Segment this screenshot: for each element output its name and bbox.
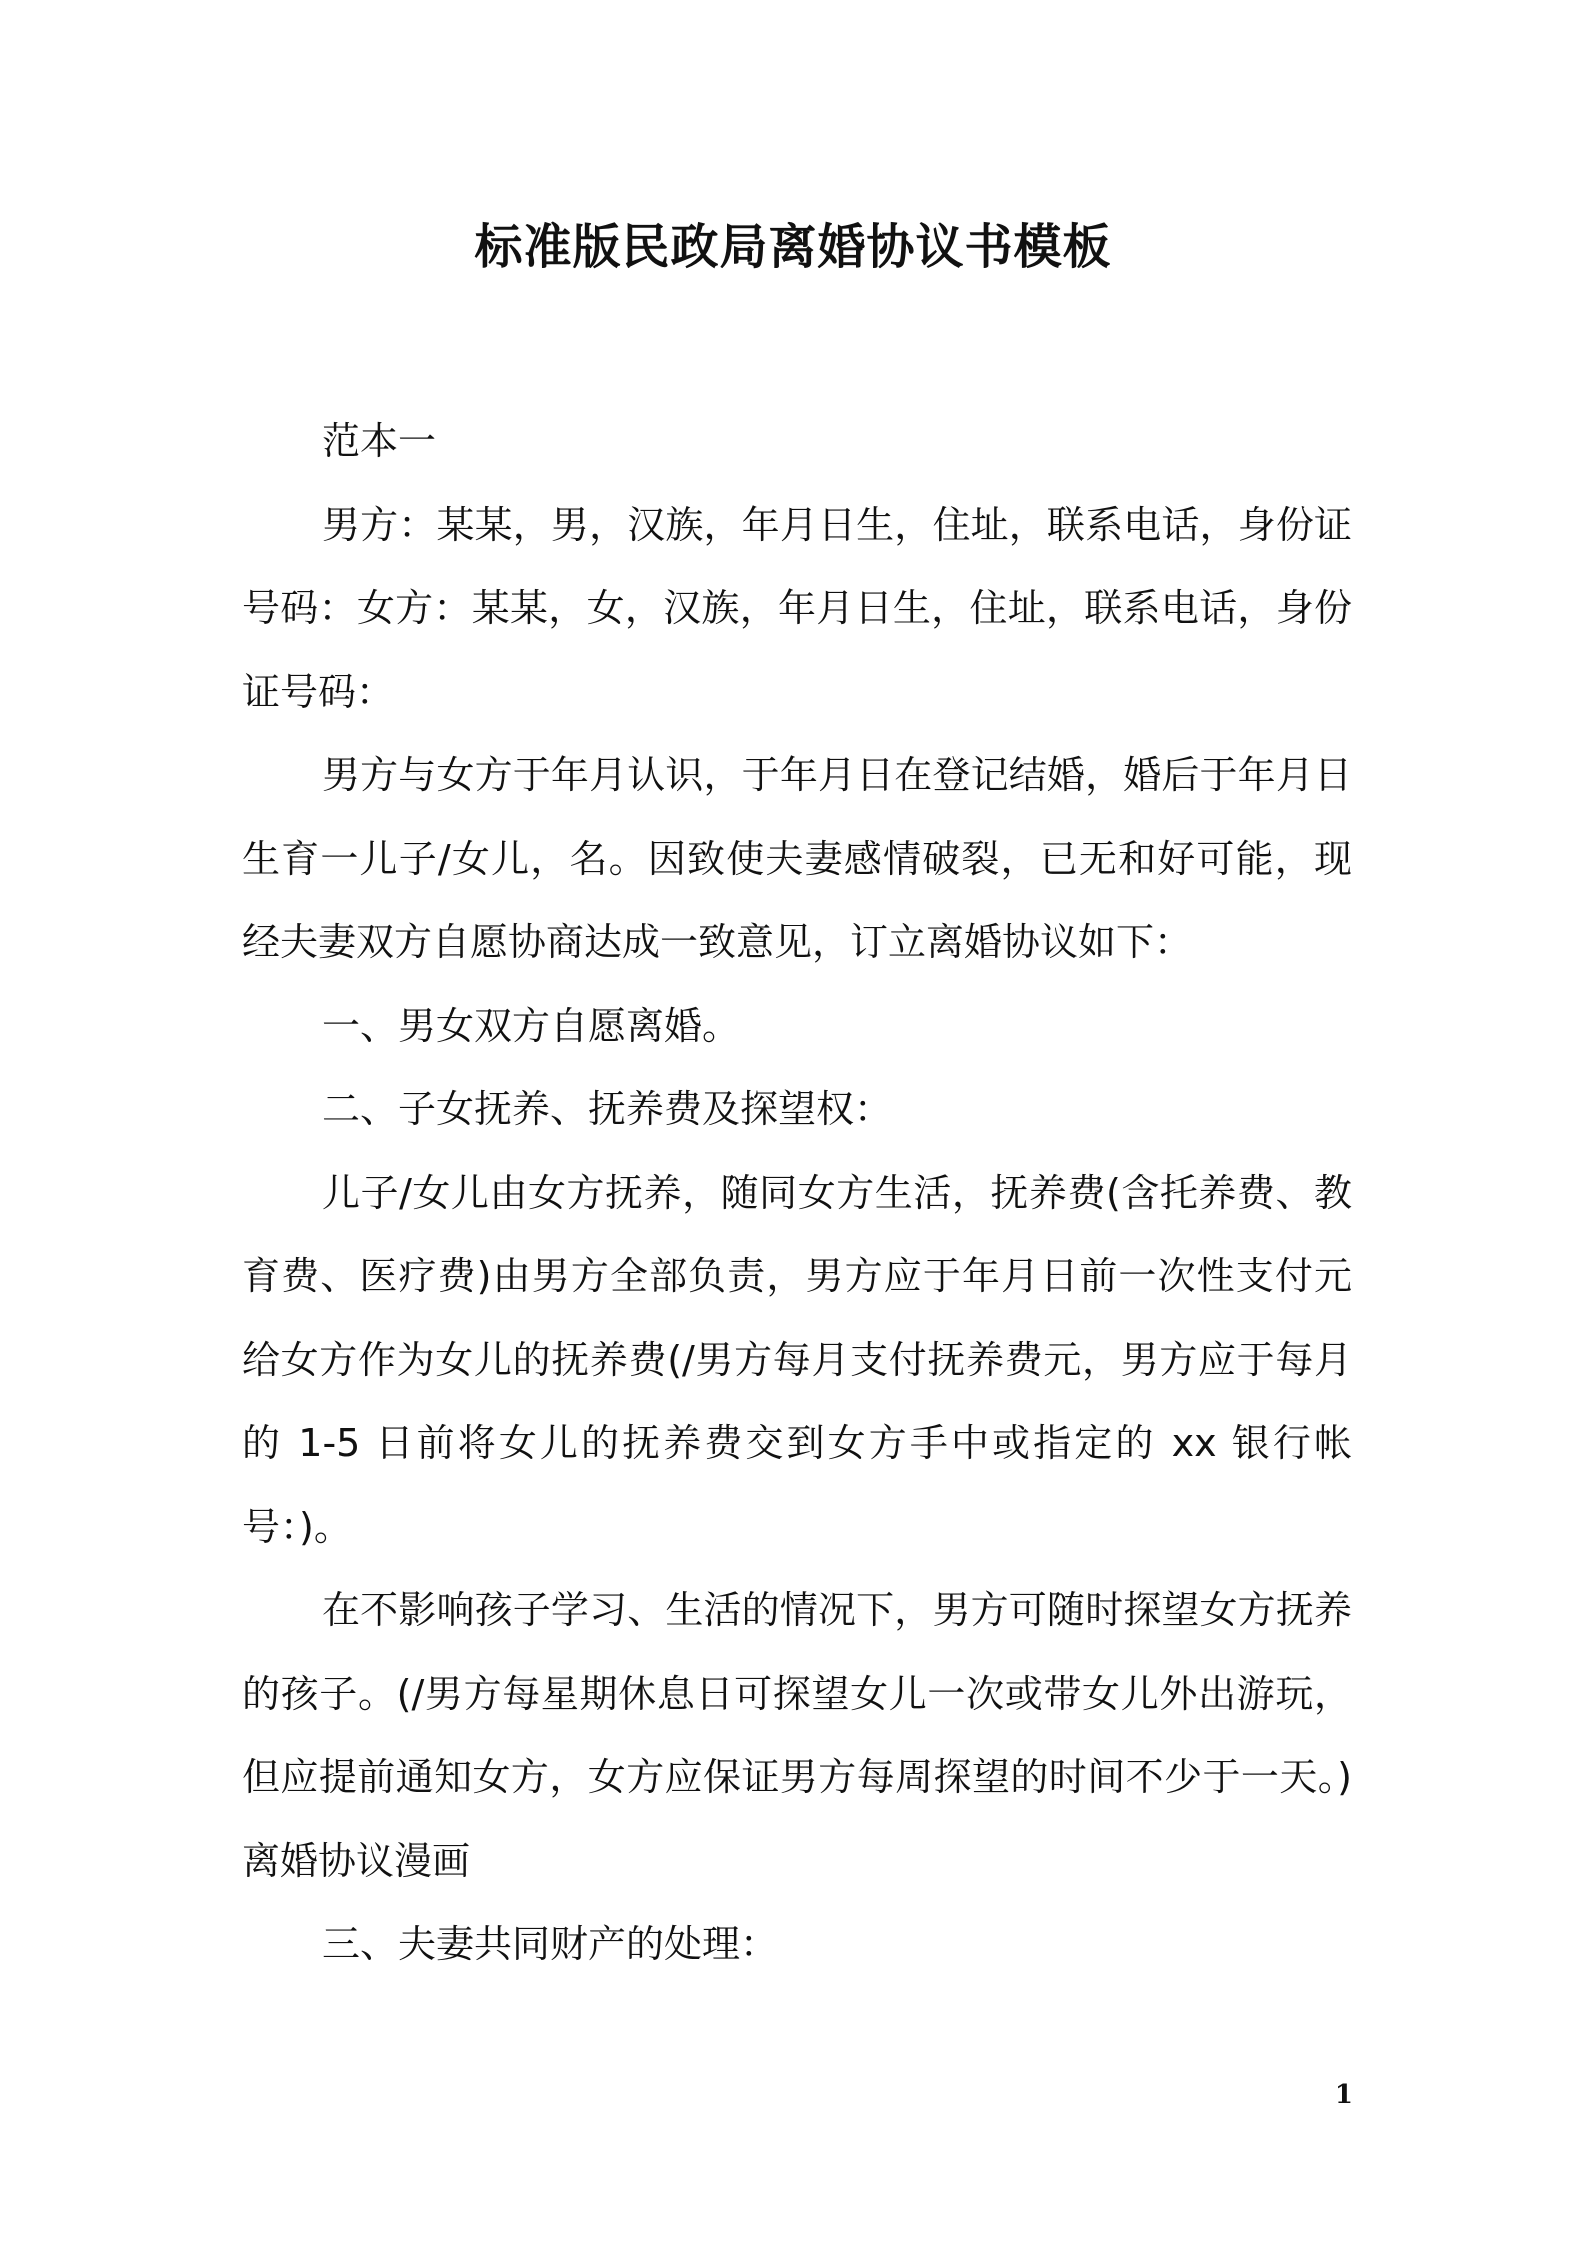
document-body — [242, 400, 1352, 1987]
paragraph-template-label: 范本一 — [322, 419, 437, 463]
paragraph-parties: 男方：某某，男，汉族，年月日生，住址，联系电话，身份证号码：女方：某某，女，汉族，年月日生，住址，联系电话，身份证号码： — [242, 502, 1352, 714]
paragraph-clause-1: 一、男女双方自愿离婚。 — [322, 1003, 741, 1048]
paragraph-clause-2-heading: 二、子女抚养、抚养费及探望权： — [322, 1087, 893, 1131]
document-title: 标准版民政局离婚协议书模板 — [474, 219, 1112, 275]
page-number: 1 — [1334, 2080, 1353, 2110]
paragraph-background: 男方与女方于年月认识，于年月日在登记结婚，婚后于年月日生育一儿子/女儿，名。因致使夫妻感情破裂，已无和好可能，现经夫妻双方自愿协商达成一致意见，订立离婚协议如下： — [242, 753, 1352, 964]
paragraph-clause-3-heading: 三、夫妻共同财产的处理： — [322, 1922, 779, 1966]
paragraph-visitation: 在不影响孩子学习、生活的情况下，男方可随时探望女方抚养的孩子。(/男方每星期休息日可探望女儿一次或带女儿外出游玩，但应提前通知女方，女方应保证男方每周探望的时间不少于一天。)离婚协议漫画 — [242, 1588, 1352, 1883]
paragraph-custody: 儿子/女儿由女方抚养，随同女方生活，抚养费(含托养费、教育费、医疗费)由男方全部负责，男方应于年月日前一次性支付元给女方作为女儿的抚养费(/男方每月支付抚养费元，男方应于每月的 1-5 日前将女儿的抚养费交到女方手中或指定的 xx 银行帐号：)。 — [242, 1170, 1352, 1549]
